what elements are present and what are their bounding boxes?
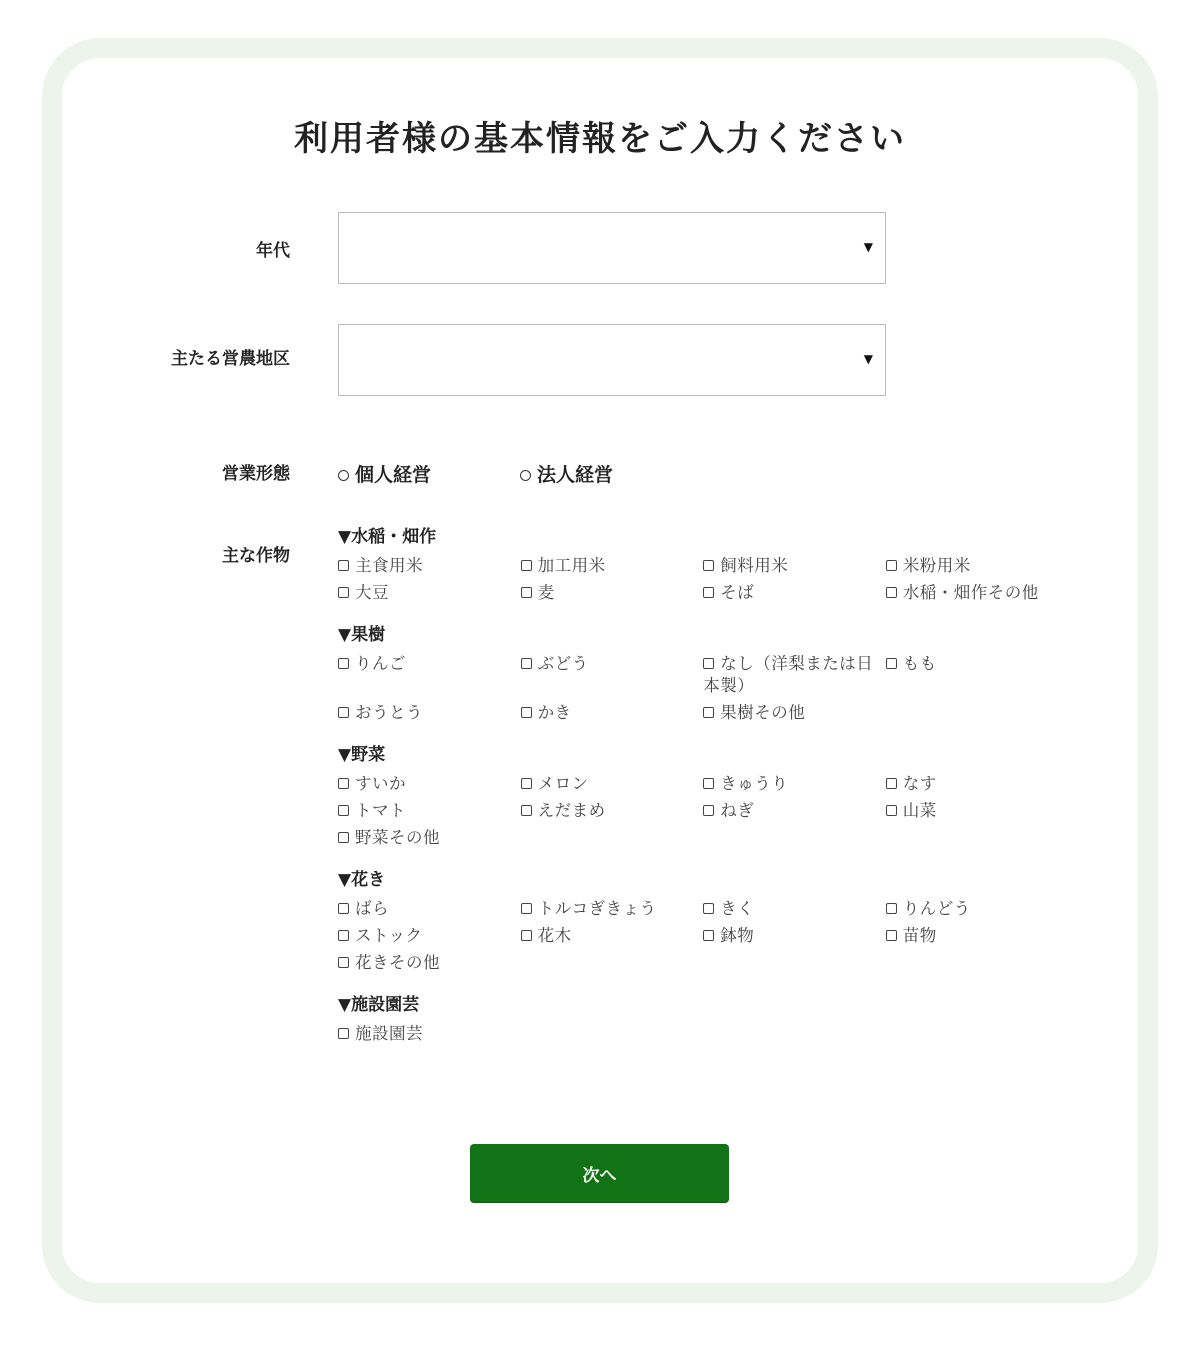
checkbox-item[interactable] xyxy=(521,702,704,724)
checkbox-item[interactable] xyxy=(521,773,704,795)
checkbox-icon[interactable] xyxy=(338,832,349,843)
checkbox-item[interactable] xyxy=(886,898,1069,920)
caret-down-icon: ▼ xyxy=(863,352,873,366)
checkbox-icon[interactable] xyxy=(338,587,349,598)
radio-circle-icon[interactable] xyxy=(520,470,531,481)
checkbox-label: ぶどう xyxy=(537,654,589,673)
checkbox-label: 花木 xyxy=(537,926,572,945)
checkbox-icon[interactable] xyxy=(338,1028,349,1039)
category-heading: ▼施設園芸 xyxy=(338,995,420,1015)
checkbox-label: 米粉用米 xyxy=(902,556,971,575)
checkbox-label: 加工用米 xyxy=(537,556,606,575)
radio-corporate[interactable] xyxy=(520,462,613,488)
checkbox-icon[interactable] xyxy=(521,587,532,598)
checkbox-item[interactable] xyxy=(521,653,704,697)
checkbox-item[interactable] xyxy=(886,555,1069,577)
radio-individual-label: 個人経営 xyxy=(355,463,432,486)
checkbox-item[interactable] xyxy=(338,952,521,974)
radio-corporate-label: 法人経営 xyxy=(537,463,614,486)
checkbox-icon[interactable] xyxy=(886,560,897,571)
checkbox-icon[interactable] xyxy=(338,805,349,816)
checkbox-label: トルコぎきょう xyxy=(537,899,657,918)
checkbox-item[interactable] xyxy=(703,925,886,947)
checkbox-icon[interactable] xyxy=(521,778,532,789)
checkbox-label: えだまめ xyxy=(537,801,606,820)
checkbox-item[interactable] xyxy=(703,800,886,822)
checkbox-label: 野菜その他 xyxy=(355,828,440,847)
checkbox-icon[interactable] xyxy=(338,707,349,718)
crop-category-fruit xyxy=(338,624,1068,724)
checkbox-label: 苗物 xyxy=(902,926,937,945)
checkbox-icon[interactable] xyxy=(703,658,714,669)
crop-category-vegetables xyxy=(338,744,1068,849)
crops-label: 主な作物 xyxy=(222,546,290,566)
checkbox-item[interactable] xyxy=(338,1023,521,1045)
checkbox-item[interactable] xyxy=(521,555,704,577)
crops-section xyxy=(338,526,1068,1065)
checkbox-item[interactable] xyxy=(338,898,521,920)
checkbox-item[interactable] xyxy=(338,773,521,795)
checkbox-item[interactable] xyxy=(886,800,1069,822)
category-heading: ▼花き xyxy=(338,870,386,890)
checkbox-icon[interactable] xyxy=(521,707,532,718)
checkbox-label: 飼料用米 xyxy=(720,556,789,575)
checkbox-item[interactable] xyxy=(703,702,886,724)
checkbox-item[interactable] xyxy=(703,773,886,795)
checkbox-label: りんどう xyxy=(902,899,971,918)
checkbox-label: りんご xyxy=(355,654,406,673)
age-label: 年代 xyxy=(256,241,290,261)
radio-individual[interactable] xyxy=(338,462,431,488)
checkbox-icon[interactable] xyxy=(338,778,349,789)
checkbox-icon[interactable] xyxy=(521,805,532,816)
checkbox-item[interactable] xyxy=(886,582,1069,604)
crop-category-rice xyxy=(338,526,1068,604)
checkbox-icon[interactable] xyxy=(703,707,714,718)
checkbox-label: ストック xyxy=(355,926,423,945)
checkbox-item[interactable] xyxy=(886,653,1069,697)
checkbox-icon[interactable] xyxy=(886,805,897,816)
checkbox-icon[interactable] xyxy=(703,930,714,941)
checkbox-label: きゅうり xyxy=(720,774,789,793)
checkbox-label: トマト xyxy=(355,801,406,820)
checkbox-icon[interactable] xyxy=(703,560,714,571)
checkbox-item[interactable] xyxy=(521,925,704,947)
checkbox-label: 果樹その他 xyxy=(720,703,806,722)
checkbox-item[interactable] xyxy=(886,925,1069,947)
checkbox-label: きく xyxy=(720,899,755,918)
checkbox-item[interactable] xyxy=(338,925,521,947)
checkbox-icon[interactable] xyxy=(703,903,714,914)
checkbox-icon[interactable] xyxy=(886,658,897,669)
checkbox-item[interactable] xyxy=(338,555,521,577)
checkbox-icon[interactable] xyxy=(338,560,349,571)
checkbox-label: なし（洋梨または日本製） xyxy=(703,654,874,695)
caret-down-icon: ▼ xyxy=(863,240,873,254)
checkbox-item[interactable] xyxy=(338,827,521,849)
business-type-label: 営業形態 xyxy=(222,464,290,484)
checkbox-item[interactable] xyxy=(338,702,521,724)
checkbox-icon[interactable] xyxy=(338,930,349,941)
checkbox-icon[interactable] xyxy=(521,903,532,914)
checkbox-label: もも xyxy=(902,654,937,673)
checkbox-item[interactable] xyxy=(703,653,883,697)
checkbox-label: ばら xyxy=(355,899,389,918)
checkbox-item[interactable] xyxy=(521,582,704,604)
checkbox-label: すいか xyxy=(355,774,406,793)
checkbox-icon[interactable] xyxy=(338,658,349,669)
checkbox-icon[interactable] xyxy=(338,903,349,914)
checkbox-item[interactable] xyxy=(338,800,521,822)
checkbox-icon[interactable] xyxy=(886,903,897,914)
checkbox-icon[interactable] xyxy=(521,658,532,669)
checkbox-label: メロン xyxy=(537,774,589,793)
checkbox-icon[interactable] xyxy=(703,778,714,789)
checkbox-item[interactable] xyxy=(338,653,521,697)
age-select[interactable] xyxy=(338,212,886,284)
crop-category-flowers xyxy=(338,869,1068,974)
checkbox-item[interactable] xyxy=(521,898,704,920)
checkbox-item[interactable] xyxy=(338,582,521,604)
checkbox-icon[interactable] xyxy=(886,778,897,789)
category-heading: ▼水稲・畑作 xyxy=(338,527,437,547)
checkbox-icon[interactable] xyxy=(521,560,532,571)
category-heading: ▼野菜 xyxy=(338,745,386,765)
checkbox-label: おうとう xyxy=(355,703,423,722)
checkbox-icon[interactable] xyxy=(886,587,897,598)
checkbox-label: 水稲・畑作その他 xyxy=(902,583,1039,602)
checkbox-label: かき xyxy=(537,703,572,722)
checkbox-label: 鉢物 xyxy=(720,926,755,945)
checkbox-label: 施設園芸 xyxy=(355,1024,423,1043)
checkbox-label: 主食用米 xyxy=(355,556,423,575)
checkbox-label: 大豆 xyxy=(355,583,389,602)
region-select[interactable] xyxy=(338,324,886,396)
crop-category-greenhouse xyxy=(338,994,1068,1045)
checkbox-item[interactable] xyxy=(703,555,886,577)
region-label: 主たる営農地区 xyxy=(171,349,290,369)
checkbox-icon[interactable] xyxy=(338,957,349,968)
checkbox-icon[interactable] xyxy=(703,805,714,816)
radio-circle-icon[interactable] xyxy=(338,470,349,481)
checkbox-label: なす xyxy=(902,774,937,793)
checkbox-item[interactable] xyxy=(521,800,704,822)
next-button[interactable]: 次へ xyxy=(470,1144,729,1202)
checkbox-item[interactable] xyxy=(886,773,1069,795)
category-heading: ▼果樹 xyxy=(338,625,386,645)
checkbox-label: 麦 xyxy=(537,583,555,602)
checkbox-item[interactable] xyxy=(703,582,886,604)
checkbox-icon[interactable] xyxy=(521,930,532,941)
checkbox-label: そば xyxy=(720,583,755,602)
checkbox-icon[interactable] xyxy=(886,930,897,941)
checkbox-icon[interactable] xyxy=(703,587,714,598)
checkbox-label: 山菜 xyxy=(902,801,937,820)
page-title: 利用者様の基本情報をご入力ください xyxy=(294,119,906,159)
checkbox-label: 花きその他 xyxy=(355,953,440,972)
checkbox-item[interactable] xyxy=(703,898,886,920)
checkbox-label: ねぎ xyxy=(720,801,755,820)
